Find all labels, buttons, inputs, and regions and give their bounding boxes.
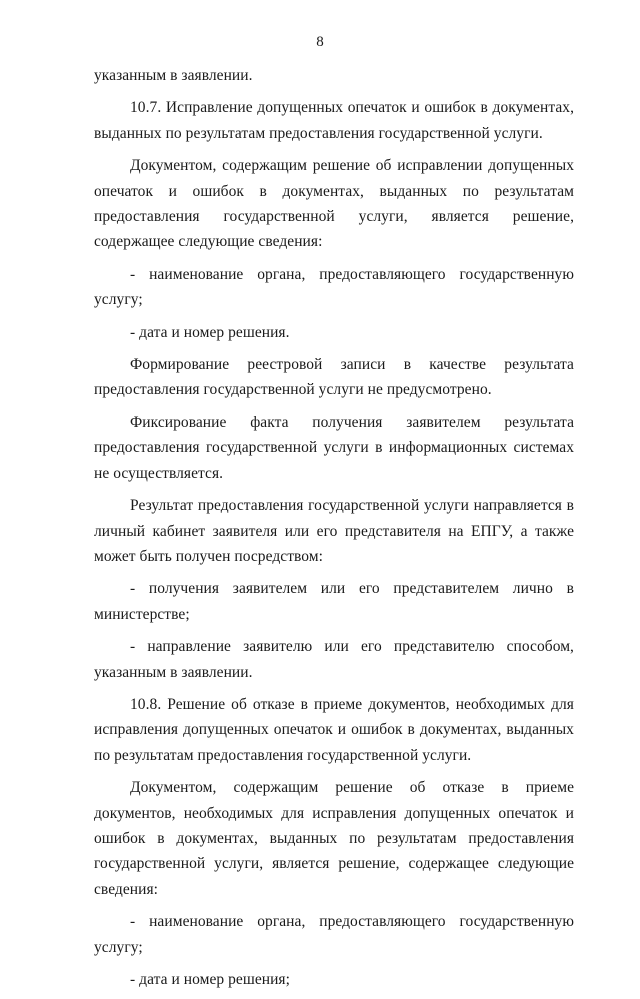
page-number: 8 [316,34,324,50]
paragraph: Фиксирование факта получения заявителем результата предоставления государственной услуги в информационных системах не осуществляется. [94,413,574,482]
paragraph-section-10-8: 10.8. Решение об отказе в приеме документов, необходимых для исправления допущенных опечаток и ошибок в документах, выданных по результатам предоставления государственной услуги. [94,695,574,764]
paragraph-section-10-7: 10.7. Исправление допущенных опечаток и ошибок в документах, выданных по результатам предоставления государственной услуги. [94,99,574,142]
paragraph: Документом, содержащим решение об отказе в приеме документов, необходимых для исправления допущенных опечаток и ошибок в документах, выданных по результатам предоставления государственной услуги, является решение, содержащее следующие сведения: [94,779,574,898]
list-item: - получения заявителем или его представителем лично в министерстве; [94,580,574,623]
list-item: - дата и номер решения. [130,323,290,341]
paragraph: Результат предоставления государственной услуги направляется в личный кабинет заявителя или его представителя на ЕПГУ, а также может быть получен посредством: [94,497,574,565]
paragraph: Формирование реестровой записи в качестве результата предоставления государственной услуги не предусмотрено. [94,356,574,399]
paragraph-continuation: указанным в заявлении. [94,67,253,84]
list-item: - направление заявителю или его представителю способом, указанным в заявлении. [94,638,574,681]
list-item: - дата и номер решения; [130,971,290,988]
document-body [94,63,574,999]
paragraph: Документом, содержащим решение об исправлении допущенных опечаток и ошибок в документах, выданных по результатам предоставления государственной услуги, является решение, содержащее следующие сведения: [94,157,574,251]
list-item: - наименование органа, предоставляющего государственную услугу; [94,913,574,956]
list-item: - наименование органа, предоставляющего государственную услугу; [94,265,574,309]
